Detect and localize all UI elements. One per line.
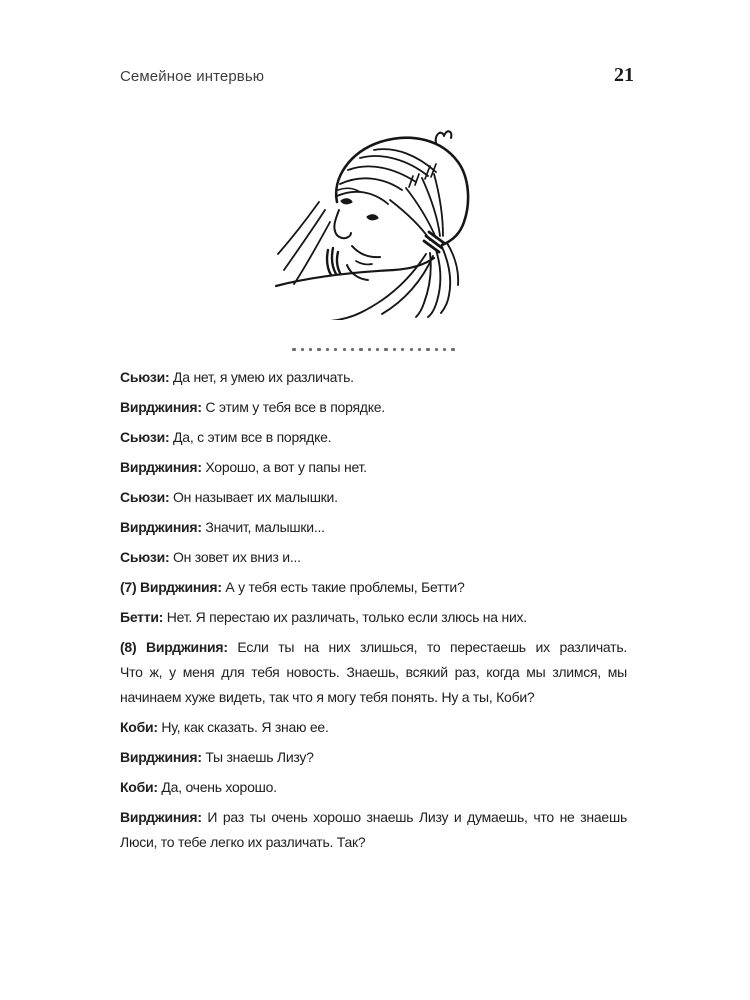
utterance-text: Он называет их малышки. bbox=[169, 489, 338, 505]
speaker-name: (8) Вирджиния: bbox=[120, 639, 228, 655]
dialogue-line: Люси, то тебе легко их различать. Так? bbox=[120, 834, 366, 850]
dialogue-paragraph bbox=[120, 635, 627, 710]
page-header bbox=[120, 64, 634, 87]
dialogue-line bbox=[120, 485, 627, 510]
utterance-text: Да нет, я умею их различать. bbox=[169, 369, 354, 385]
utterance-text: Если ты на них злишься, то перестаешь их различать. bbox=[227, 639, 628, 655]
girl-portrait-illustration bbox=[270, 123, 490, 320]
dialogue-line bbox=[120, 365, 627, 390]
speaker-name: Вирджиния: bbox=[120, 459, 202, 475]
dialogue-line bbox=[120, 605, 627, 630]
dialogue-paragraph bbox=[120, 575, 627, 600]
dialogue-paragraph bbox=[120, 425, 627, 450]
dialogue-line bbox=[120, 395, 627, 420]
utterance-text: Да, очень хорошо. bbox=[157, 779, 277, 795]
utterance-text: Хорошо, а вот у папы нет. bbox=[201, 459, 367, 475]
speaker-name: Сьюзи: bbox=[120, 549, 170, 565]
dialogue-paragraph bbox=[120, 455, 627, 480]
separator-dot bbox=[359, 348, 362, 351]
speaker-name: Бетти: bbox=[120, 609, 164, 625]
utterance-text: Он зовет их вниз и... bbox=[169, 549, 301, 565]
dialogue-block bbox=[120, 365, 627, 860]
dialogue-line bbox=[120, 575, 627, 600]
separator-dot bbox=[351, 348, 354, 351]
separator-dot bbox=[426, 348, 429, 351]
dialogue-paragraph bbox=[120, 515, 627, 540]
separator-dot bbox=[418, 348, 421, 351]
separator-dot bbox=[393, 348, 396, 351]
separator-dot bbox=[292, 348, 295, 351]
separator-dot bbox=[435, 348, 438, 351]
separator-dot bbox=[309, 348, 312, 351]
dialogue-line bbox=[120, 515, 627, 540]
speaker-name: (7) Вирджиния: bbox=[120, 579, 222, 595]
dialogue-line bbox=[120, 545, 627, 570]
dialogue-paragraph bbox=[120, 395, 627, 420]
separator-dot bbox=[443, 348, 446, 351]
girl-head-line-art bbox=[270, 123, 490, 320]
dialogue-line: Что ж, у меня для тебя новость. Знаешь, всякий раз, когда мы злимся, мы bbox=[120, 664, 627, 680]
speaker-name: Сьюзи: bbox=[120, 489, 170, 505]
speaker-name: Коби: bbox=[120, 779, 158, 795]
dialogue-paragraph bbox=[120, 805, 627, 855]
separator-dot bbox=[410, 348, 413, 351]
utterance-text: Ты знаешь Лизу? bbox=[201, 749, 314, 765]
separator-dot bbox=[368, 348, 371, 351]
dotted-separator bbox=[120, 348, 627, 351]
speaker-name: Вирджиния: bbox=[120, 519, 202, 535]
dialogue-line bbox=[120, 715, 627, 740]
separator-dot bbox=[301, 348, 304, 351]
separator-dot bbox=[384, 348, 387, 351]
speaker-name: Сьюзи: bbox=[120, 429, 170, 445]
utterance-text: Значит, малышки... bbox=[201, 519, 325, 535]
speaker-name: Коби: bbox=[120, 719, 158, 735]
separator-dot bbox=[343, 348, 346, 351]
dialogue-line bbox=[120, 455, 627, 480]
separator-dot bbox=[401, 348, 404, 351]
speaker-name: Вирджиния: bbox=[120, 749, 202, 765]
utterance-text: А у тебя есть такие проблемы, Бетти? bbox=[221, 579, 465, 595]
utterance-text: С этим у тебя все в порядке. bbox=[201, 399, 385, 415]
dialogue-paragraph bbox=[120, 715, 627, 740]
dialogue-paragraph bbox=[120, 485, 627, 510]
running-title: Семейное интервью bbox=[120, 68, 265, 85]
page-number: 21 bbox=[614, 64, 634, 86]
separator-dot bbox=[317, 348, 320, 351]
separator-dot bbox=[376, 348, 379, 351]
separator-dot bbox=[326, 348, 329, 351]
dialogue-paragraph bbox=[120, 605, 627, 630]
dialogue-paragraph bbox=[120, 545, 627, 570]
speaker-name: Вирджиния: bbox=[120, 809, 202, 825]
utterance-text: И раз ты очень хорошо знаешь Лизу и думаешь, что не знаешь bbox=[201, 809, 627, 825]
dialogue-line bbox=[120, 635, 627, 660]
speaker-name: Вирджиния: bbox=[120, 399, 202, 415]
dialogue-line: начинаем хуже видеть, так что я могу тебя понять. Ну а ты, Коби? bbox=[120, 689, 535, 705]
utterance-text: Ну, как сказать. Я знаю ее. bbox=[157, 719, 329, 735]
speaker-name: Сьюзи: bbox=[120, 369, 170, 385]
separator-dot bbox=[451, 348, 454, 351]
separator-dot bbox=[334, 348, 337, 351]
utterance-text: Нет. Я перестаю их различать, только если злюсь на них. bbox=[163, 609, 527, 625]
dialogue-paragraph bbox=[120, 775, 627, 800]
dialogue-line bbox=[120, 775, 627, 800]
utterance-text: Да, с этим все в порядке. bbox=[169, 429, 332, 445]
dialogue-paragraph bbox=[120, 365, 627, 390]
dialogue-line bbox=[120, 425, 627, 450]
dialogue-line bbox=[120, 805, 627, 830]
dialogue-paragraph bbox=[120, 745, 627, 770]
dialogue-line bbox=[120, 745, 627, 770]
